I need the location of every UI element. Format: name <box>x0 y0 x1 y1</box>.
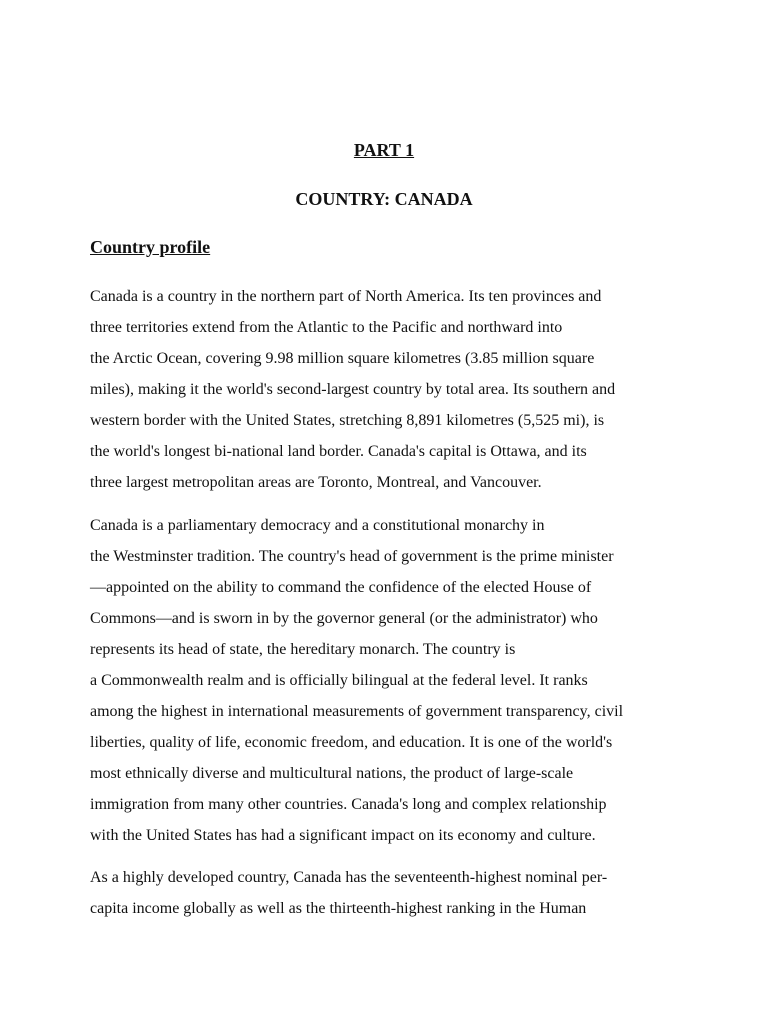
text-line: western border with the United States, stretching 8,891 kilometres (5,525 mi), is <box>90 412 605 429</box>
paragraph-3 <box>90 862 690 924</box>
paragraph-2 <box>90 510 690 851</box>
text-line: three largest metropolitan areas are Toronto, Montreal, and Vancouver. <box>90 474 542 491</box>
text-line: a Commonwealth realm and is officially bilingual at the federal level. It ranks <box>90 672 588 689</box>
text-line: with the United States has had a significant impact on its economy and culture. <box>90 827 596 844</box>
country-heading: COUNTRY: CANADA <box>295 189 473 209</box>
text-line: represents its head of state, the hereditary monarch. The country is <box>90 641 516 658</box>
text-line: three territories extend from the Atlantic to the Pacific and northward into <box>90 319 563 336</box>
text-line: immigration from many other countries. Canada's long and complex relationship <box>90 796 607 813</box>
text-line: —appointed on the ability to command the confidence of the elected House of <box>90 579 592 596</box>
text-line: among the highest in international measurements of government transparency, civil <box>90 703 624 720</box>
text-line: the Arctic Ocean, covering 9.98 million square kilometres (3.85 million square <box>90 350 595 367</box>
text-line: capita income globally as well as the thirteenth-highest ranking in the Human <box>90 900 587 917</box>
text-line: most ethnically diverse and multicultural nations, the product of large-scale <box>90 765 574 782</box>
text-line: Commons—and is sworn in by the governor general (or the administrator) who <box>90 610 598 627</box>
paragraph-1 <box>90 281 690 498</box>
text-line: As a highly developed country, Canada has the seventeenth-highest nominal per- <box>90 869 608 886</box>
text-line: liberties, quality of life, economic freedom, and education. It is one of the world's <box>90 734 613 751</box>
text-line: the Westminster tradition. The country's head of government is the prime minister <box>90 548 614 565</box>
text-line: Canada is a country in the northern part of North America. Its ten provinces and <box>90 288 602 305</box>
part-heading: PART 1 <box>353 140 415 160</box>
text-line: Canada is a parliamentary democracy and a constitutional monarchy in <box>90 517 545 534</box>
text-line: miles), making it the world's second-largest country by total area. Its southern and <box>90 381 616 398</box>
text-line: the world's longest bi-national land border. Canada's capital is Ottawa, and its <box>90 443 587 460</box>
section-heading: Country profile <box>90 237 211 257</box>
